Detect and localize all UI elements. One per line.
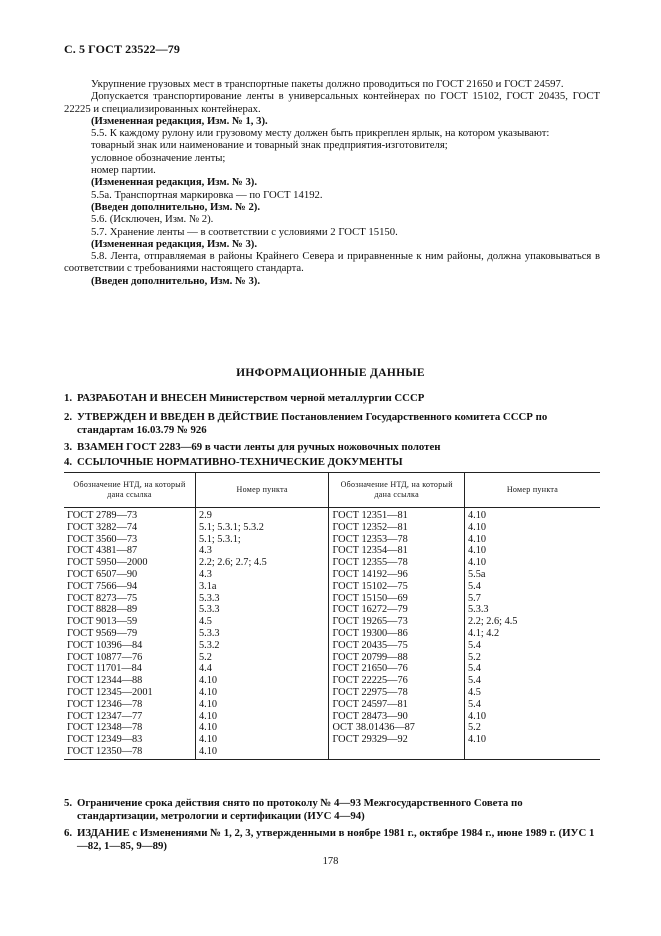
clause-number: 4.10	[195, 699, 328, 711]
ntd-designation: ГОСТ 3282—74	[67, 521, 138, 533]
clause-number	[464, 746, 600, 759]
column-header-clause: Номер пункта	[464, 473, 600, 508]
clause-number: 4.10	[464, 711, 600, 723]
table-row	[64, 604, 600, 616]
clause-number: 4.5	[195, 616, 328, 628]
table-row	[64, 711, 600, 723]
clause-number: 4.10	[464, 734, 600, 746]
paragraph: 5.6. (Исключен, Изм. № 2).	[91, 213, 214, 226]
table-row	[64, 569, 600, 581]
ntd-designation: ГОСТ 20799—88	[329, 652, 465, 664]
ntd-designation: ГОСТ 12345—2001	[67, 686, 153, 698]
item-text: ИЗДАНИЕ с Изменениями № 1, 2, 3, утвержденными в ноябре 1981 г., октябре 1984 г., июне 1989 г. (ИУС 1—82, 1—85, 9—89)	[77, 827, 595, 852]
amendment-note: (Введен дополнительно, Изм. № 3).	[91, 274, 261, 287]
clause-number: 5.7	[464, 593, 600, 605]
clause-number: 3.1а	[195, 581, 328, 593]
clause-number: 5.1; 5.3.1;	[195, 534, 328, 546]
ntd-designation: ГОСТ 9569—79	[67, 627, 138, 639]
amendment-note: (Измененная редакция, Изм. № 3).	[91, 237, 258, 250]
ntd-designation: ГОСТ 19265—73	[329, 616, 465, 628]
ntd-designation: ГОСТ 12348—78	[67, 722, 143, 734]
section-5-text	[64, 78, 600, 287]
info-item-3	[64, 441, 604, 454]
ntd-designation: ГОСТ 15102—75	[329, 581, 465, 593]
ntd-designation: ГОСТ 12350—78	[64, 746, 195, 759]
clause-number: 4.10	[195, 675, 328, 687]
ntd-designation: ГОСТ 12347—77	[67, 710, 143, 722]
item-number: 3.	[64, 441, 73, 453]
info-item-2	[64, 411, 604, 437]
table-row	[64, 652, 600, 664]
ntd-designation: ОСТ 38.01436—87	[329, 722, 465, 734]
clause-number: 4.10	[464, 508, 600, 522]
ntd-designation: ГОСТ 20435—75	[329, 640, 465, 652]
item-text: Ограничение срока действия снято по протоколу № 4—93 Межгосударственного Совета по стандартизации, метрологии и сертификации (ИУС 4—94)	[77, 797, 523, 822]
item-text: ССЫЛОЧНЫЕ НОРМАТИВНО-ТЕХНИЧЕСКИЕ ДОКУМЕНТЫ	[77, 456, 403, 468]
ntd-designation: ГОСТ 19300—86	[329, 628, 465, 640]
clause-number: 5.2	[464, 722, 600, 734]
ntd-designation: ГОСТ 8273—75	[67, 592, 138, 604]
clause-number: 4.3	[195, 545, 328, 557]
table-row	[64, 593, 600, 605]
clause-number: 2.2; 2.6; 4.5	[464, 616, 600, 628]
ntd-designation: ГОСТ 11701—84	[67, 663, 142, 675]
list-line: товарный знак или наименование и товарный знак предприятия-изготовителя;	[91, 139, 448, 152]
table-row	[64, 534, 600, 546]
page-number: 178	[322, 856, 339, 867]
clause-number: 4.4	[195, 663, 328, 675]
table-row	[64, 722, 600, 734]
clause-number: 2.9	[195, 508, 328, 522]
ntd-designation: ГОСТ 10396—84	[67, 639, 143, 651]
clause-number: 5.3.3	[195, 628, 328, 640]
ntd-designation: ГОСТ 12355—78	[329, 557, 465, 569]
ntd-designation: ГОСТ 12351—81	[329, 508, 465, 522]
reference-documents-table	[64, 472, 600, 760]
table-row	[64, 545, 600, 557]
table-row	[64, 734, 600, 746]
paragraph: 5.8. Лента, отправляемая в районы Крайнего Севера и приравненные к ним районы, должна упаковываться в соответствии с требованиями настоящего стандарта.	[64, 250, 600, 275]
clause-number: 4.10	[195, 746, 328, 759]
column-header-document: Обозначение НТД, на который дана ссылка	[329, 473, 465, 508]
clause-number: 5.1; 5.3.1; 5.3.2	[195, 522, 328, 534]
ntd-designation: ГОСТ 21650—76	[329, 663, 465, 675]
info-item-4	[64, 456, 604, 469]
clause-number: 5.4	[464, 581, 600, 593]
clause-number: 4.3	[195, 569, 328, 581]
clause-number: 4.10	[464, 534, 600, 546]
clause-number: 5.2	[464, 652, 600, 664]
column-header-document: Обозначение НТД, на который дана ссылка	[64, 473, 195, 508]
table-row	[64, 675, 600, 687]
column-header-clause: Номер пункта	[195, 473, 328, 508]
table-row	[64, 663, 600, 675]
amendment-note: (Измененная редакция, Изм. № 1, 3).	[91, 114, 268, 127]
item-number: 1.	[64, 392, 73, 404]
ntd-designation: ГОСТ 22225—76	[329, 675, 465, 687]
paragraph: Укрупнение грузовых мест в транспортные пакеты должно проводиться по ГОСТ 21650 и ГОСТ 24597.	[91, 78, 564, 90]
clause-number: 5.3.2	[195, 640, 328, 652]
info-item-6	[64, 827, 604, 853]
item-text: ВЗАМЕН ГОСТ 2283—69 в части ленты для ручных ножовочных полотен	[77, 441, 441, 453]
clause-number: 5.4	[464, 640, 600, 652]
ntd-designation	[329, 746, 465, 759]
ntd-designation: ГОСТ 14192—96	[329, 569, 465, 581]
list-line: условное обозначение ленты;	[91, 151, 226, 164]
ntd-designation: ГОСТ 7566—94	[67, 580, 138, 592]
ntd-designation: ГОСТ 3560—73	[67, 533, 138, 545]
clause-number: 4.5	[464, 687, 600, 699]
ntd-designation: ГОСТ 12346—78	[67, 698, 143, 710]
ntd-designation: ГОСТ 12353—78	[329, 534, 465, 546]
ntd-designation: ГОСТ 29329—92	[329, 734, 465, 746]
ntd-designation: ГОСТ 28473—90	[329, 711, 465, 723]
info-item-5	[64, 797, 604, 823]
clause-number: 4.1; 4.2	[464, 628, 600, 640]
info-section-title: ИНФОРМАЦИОННЫЕ ДАННЫЕ	[236, 367, 425, 379]
table-row	[64, 687, 600, 699]
ntd-designation: ГОСТ 4381—87	[67, 545, 138, 557]
ntd-designation: ГОСТ 12352—81	[329, 522, 465, 534]
ntd-designation: ГОСТ 12354—81	[329, 545, 465, 557]
table-row	[64, 616, 600, 628]
amendment-note: (Введен дополнительно, Изм. № 2).	[91, 200, 261, 213]
clause-number: 4.10	[195, 734, 328, 746]
ntd-designation: ГОСТ 22975—78	[329, 687, 465, 699]
list-line: номер партии.	[91, 164, 156, 177]
table-row	[64, 522, 600, 534]
clause-number: 2.2; 2.6; 2.7; 4.5	[195, 557, 328, 569]
clause-number: 5.4	[464, 663, 600, 675]
clause-number: 5.3.3	[195, 604, 328, 616]
clause-number: 4.10	[195, 687, 328, 699]
clause-number: 5.3.3	[195, 593, 328, 605]
clause-number: 5.5а	[464, 569, 600, 581]
ntd-designation: ГОСТ 12344—88	[67, 675, 143, 687]
table-row	[64, 628, 600, 640]
ntd-designation: ГОСТ 6507—90	[67, 568, 138, 580]
clause-number: 5.3.3	[464, 604, 600, 616]
clause-number: 4.10	[195, 722, 328, 734]
table-header-row	[64, 473, 600, 508]
ntd-designation: ГОСТ 15150—69	[329, 593, 465, 605]
ntd-designation: ГОСТ 16272—79	[329, 604, 465, 616]
table-row	[64, 581, 600, 593]
ntd-designation: ГОСТ 2789—73	[67, 510, 138, 521]
paragraph: 5.7. Хранение ленты — в соответствии с условиями 2 ГОСТ 15150.	[91, 225, 398, 238]
clause-number: 4.10	[195, 711, 328, 723]
item-number: 6.	[64, 827, 73, 839]
ntd-designation: ГОСТ 9013—59	[67, 616, 138, 628]
amendment-note: (Измененная редакция, Изм. № 3).	[91, 176, 258, 189]
clause-number: 4.10	[464, 522, 600, 534]
paragraph: Допускается транспортирование ленты в универсальных контейнерах по ГОСТ 15102, ГОСТ 20435, ГОСТ 22225 и специализированных контейнерах.	[64, 90, 600, 115]
item-number: 5.	[64, 797, 73, 809]
table-body	[64, 508, 600, 760]
table-row	[64, 746, 600, 759]
ntd-designation: ГОСТ 24597—81	[329, 699, 465, 711]
item-text: РАЗРАБОТАН И ВНЕСЕН Министерством черной металлургии СССР	[77, 392, 425, 404]
clause-number: 4.10	[464, 545, 600, 557]
table-row	[64, 557, 600, 569]
item-number: 4.	[64, 456, 73, 468]
item-number: 2.	[64, 411, 73, 423]
clause-number: 5.4	[464, 699, 600, 711]
page-header: С. 5 ГОСТ 23522—79	[64, 42, 180, 56]
clause-number: 5.2	[195, 652, 328, 664]
ntd-designation: ГОСТ 10877—76	[67, 651, 143, 663]
table-row	[64, 508, 600, 522]
ntd-designation: ГОСТ 5950—2000	[67, 557, 148, 569]
info-item-1	[64, 392, 604, 405]
item-text: УТВЕРЖДЕН И ВВЕДЕН В ДЕЙСТВИЕ Постановлением Государственного комитета СССР по стандартам 16.03.79 № 926	[77, 411, 548, 436]
paragraph: 5.5а. Транспортная маркировка — по ГОСТ 14192.	[91, 188, 323, 201]
ntd-designation: ГОСТ 8828—89	[67, 604, 138, 616]
paragraph: 5.5. К каждому рулону или грузовому месту должен быть прикреплен ярлык, на котором указывают:	[91, 127, 550, 140]
clause-number: 5.4	[464, 675, 600, 687]
clause-number: 4.10	[464, 557, 600, 569]
table-row	[64, 640, 600, 652]
ntd-designation: ГОСТ 12349—83	[67, 734, 143, 746]
table-row	[64, 699, 600, 711]
